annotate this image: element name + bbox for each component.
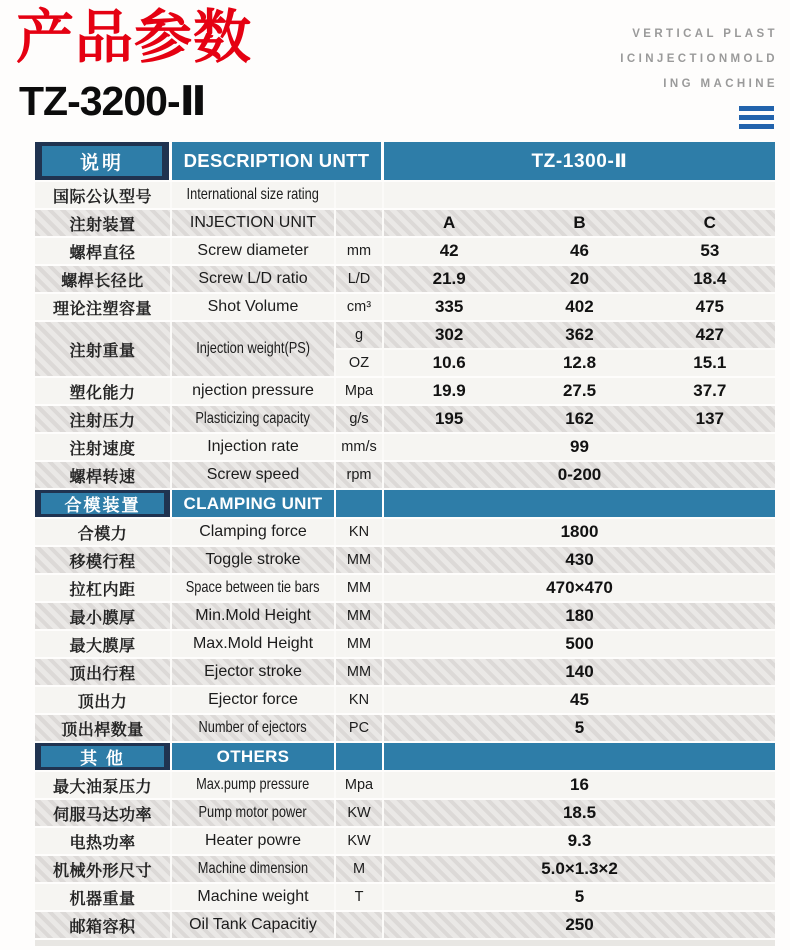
- value-cell: 137: [695, 409, 724, 428]
- value-cell: 5: [574, 887, 585, 906]
- row-values: [384, 322, 775, 348]
- row-label-cn: 最大膜厚: [35, 631, 172, 657]
- row-label-en: [172, 406, 336, 432]
- value-cell: 99: [570, 437, 589, 456]
- row-values: [384, 462, 775, 488]
- section-cell-values: [384, 743, 775, 770]
- row-unit: PC: [336, 715, 384, 741]
- table-row: [35, 266, 775, 292]
- section-cell-unit: [336, 490, 384, 517]
- table-row: [35, 631, 775, 657]
- value-cell: 27.5: [562, 381, 597, 400]
- menu-icon: [620, 106, 774, 129]
- row-label-en: [172, 631, 336, 657]
- row-label-en-text: Pump motor power: [198, 804, 308, 821]
- table-header-row: [35, 142, 775, 180]
- row-label-en-text: Machine dimension: [197, 860, 309, 877]
- row-unit: MM: [336, 631, 384, 657]
- value-cell: 12.8: [562, 353, 597, 372]
- row-values: [384, 266, 775, 292]
- row-unit: [336, 912, 384, 938]
- row-unit: MM: [336, 547, 384, 573]
- row-values: [384, 182, 775, 208]
- table-row: [35, 603, 775, 629]
- brand-line: ICINJECTIONMOLD: [620, 53, 778, 65]
- row-label-en-text: Space between tie bars: [186, 579, 320, 596]
- row-values: [384, 856, 775, 882]
- table-row: [35, 884, 775, 910]
- table-section-row: [35, 743, 775, 770]
- table-row: [35, 519, 775, 545]
- row-label-cn: 注射压力: [35, 406, 172, 432]
- row-values: [384, 659, 775, 685]
- value-cell: B: [573, 213, 586, 232]
- table-row: [35, 238, 775, 264]
- row-label-en: [172, 659, 336, 685]
- row-label-cn: 螺桿转速: [35, 462, 172, 488]
- table-row: [35, 912, 775, 938]
- row-unit: mm: [336, 238, 384, 264]
- row-label-en-text: Oil Tank Capacitiy: [189, 916, 317, 933]
- table-row: [35, 378, 775, 404]
- row-values: [384, 378, 775, 404]
- row-label-en-text: Injection rate: [207, 438, 299, 455]
- value-cell: 16: [570, 775, 589, 794]
- row-label-en: [172, 884, 336, 910]
- row-label-en: [172, 519, 336, 545]
- table-row: [35, 210, 775, 236]
- value-cell: 53: [700, 241, 720, 260]
- row-values: [384, 210, 775, 236]
- table-row: [35, 659, 775, 685]
- row-label-cn: 国际公认型号: [35, 182, 172, 208]
- row-label-cn: 邮箱容积: [35, 912, 172, 938]
- row-label-cn: 顶出力: [35, 687, 172, 713]
- value-cell: 335: [434, 297, 464, 316]
- row-values: [384, 519, 775, 545]
- row-unit: OZ: [336, 350, 384, 376]
- row-label-en-text: INJECTION UNIT: [189, 214, 317, 231]
- value-cell: C: [703, 213, 716, 232]
- value-cell: 15.1: [693, 353, 727, 372]
- row-values: [384, 884, 775, 910]
- value-cell: 9.3: [567, 831, 592, 850]
- value-cell: 475: [695, 297, 724, 316]
- row-unit: mm/s: [336, 434, 384, 460]
- row-label-cn: 螺桿长径比: [35, 266, 172, 292]
- value-cell: 5: [574, 718, 585, 737]
- table-row: [35, 406, 775, 432]
- row-label-en-text: Max.pump pressure: [196, 776, 310, 793]
- row-label-en: [172, 715, 336, 741]
- row-label-en-text: Ejector stroke: [204, 663, 302, 680]
- table-row: [35, 800, 775, 826]
- table-row: [35, 462, 775, 488]
- row-label-cn: 注射速度: [35, 434, 172, 460]
- table-row: [35, 715, 775, 741]
- row-label-cn: 顶出行程: [35, 659, 172, 685]
- table-row: [35, 182, 775, 208]
- row-label-en: [172, 378, 336, 404]
- value-cell: 0-200: [557, 465, 602, 484]
- row-label-en-text: Clamping force: [199, 523, 307, 540]
- row-label-en-text: Screw diameter: [197, 242, 309, 259]
- row-unit: M: [336, 856, 384, 882]
- row-unit: KW: [336, 800, 384, 826]
- section-cell-values: [384, 490, 775, 517]
- value-cell: 180: [565, 606, 594, 625]
- row-unit: KW: [336, 828, 384, 854]
- row-unit: MM: [336, 575, 384, 601]
- table-row: [35, 322, 775, 376]
- row-unit: [336, 210, 384, 236]
- value-cell: 19.9: [432, 381, 466, 400]
- row-label-cn: 机器重量: [35, 884, 172, 910]
- value-cell: 500: [565, 634, 594, 653]
- row-unit: L/D: [336, 266, 384, 292]
- sub-rows: [336, 322, 775, 376]
- table-row: [35, 828, 775, 854]
- row-label-cn: 机械外形尺寸: [35, 856, 172, 882]
- section-cell-en: CLAMPING UNIT: [172, 490, 336, 517]
- row-values: [384, 772, 775, 798]
- row-label-en: [172, 462, 336, 488]
- table-row: [35, 856, 775, 882]
- row-label-en-text: Max.Mold Height: [192, 635, 314, 652]
- row-unit: Mpa: [336, 378, 384, 404]
- sub-row: [336, 350, 775, 376]
- row-values: [384, 547, 775, 573]
- row-label-en-text: njection pressure: [192, 382, 314, 399]
- table-row: [35, 434, 775, 460]
- section-cell-cn: [35, 743, 172, 770]
- value-cell: 20: [570, 269, 589, 288]
- row-label-en: [172, 828, 336, 854]
- row-label-en: [172, 575, 336, 601]
- row-values: [384, 828, 775, 854]
- value-cell: 362: [565, 325, 594, 344]
- row-label-cn: 移模行程: [35, 547, 172, 573]
- value-cell: 195: [434, 409, 464, 428]
- brand-line: VERTICAL PLAST: [632, 28, 778, 40]
- value-cell: 430: [565, 550, 594, 569]
- value-cell: 402: [565, 297, 594, 316]
- page-title: 产品参数: [16, 5, 253, 70]
- row-label-cn: 电热功率: [35, 828, 172, 854]
- row-unit: g/s: [336, 406, 384, 432]
- row-unit: MM: [336, 659, 384, 685]
- header-cn-label: 说明: [42, 146, 162, 176]
- header-cell-cn: [35, 142, 172, 180]
- row-values: [384, 238, 775, 264]
- row-label-en: [172, 547, 336, 573]
- row-label-cn: 顶出桿数量: [35, 715, 172, 741]
- value-cell: 427: [695, 325, 724, 344]
- row-label-en: [172, 182, 336, 208]
- sub-row: [336, 322, 775, 350]
- table-row: [35, 772, 775, 798]
- row-label-en-text: International size rating: [186, 186, 320, 203]
- row-label-en-text: Min.Mold Height: [195, 607, 311, 624]
- value-cell: 5.0×1.3×2: [541, 859, 618, 878]
- row-label-en: [172, 800, 336, 826]
- brand-block: [620, 22, 778, 129]
- row-label-en: [172, 687, 336, 713]
- row-unit: cm³: [336, 294, 384, 320]
- value-cell: 18.5: [562, 803, 597, 822]
- header-cell-model: TZ-1300-Ⅱ: [384, 142, 775, 180]
- value-cell: 250: [565, 915, 594, 934]
- row-values: [384, 715, 775, 741]
- row-unit: KN: [336, 519, 384, 545]
- header-cell-description: DESCRIPTION UNTT: [172, 142, 384, 180]
- row-values: [384, 294, 775, 320]
- row-label-cn: 最小膜厚: [35, 603, 172, 629]
- row-values: [384, 687, 775, 713]
- section-cell-unit: [336, 743, 384, 770]
- value-cell: 45: [570, 690, 589, 709]
- table-row: [35, 547, 775, 573]
- value-cell: A: [443, 213, 456, 232]
- value-cell: 10.6: [432, 353, 466, 372]
- table-bottom-strip: [35, 940, 775, 946]
- row-label-en: [172, 210, 336, 236]
- value-cell: 46: [570, 241, 589, 260]
- row-label-en: [172, 603, 336, 629]
- row-unit: T: [336, 884, 384, 910]
- row-label-cn: 螺桿直径: [35, 238, 172, 264]
- row-unit: MM: [336, 603, 384, 629]
- row-label-en-text: Ejector force: [208, 691, 298, 708]
- row-label-en: [172, 322, 336, 376]
- row-values: [384, 350, 775, 376]
- row-label-en: [172, 856, 336, 882]
- row-label-en-text: Screw speed: [206, 466, 300, 483]
- model-title: TZ-3200-Ⅱ: [19, 78, 206, 124]
- section-cell-cn: [35, 490, 172, 517]
- row-label-cn: 塑化能力: [35, 378, 172, 404]
- section-cn-label: 合模装置: [41, 493, 164, 514]
- row-label-en-text: Number of ejectors: [198, 719, 308, 736]
- row-label-en-text: Toggle stroke: [205, 551, 301, 568]
- row-label-cn: 合模力: [35, 519, 172, 545]
- row-values: [384, 406, 775, 432]
- row-label-en-text: Machine weight: [197, 888, 309, 905]
- row-label-en: [172, 294, 336, 320]
- row-label-cn: 最大油泵压力: [35, 772, 172, 798]
- row-label-en: [172, 912, 336, 938]
- section-cell-en: OTHERS: [172, 743, 336, 770]
- row-values: [384, 912, 775, 938]
- row-label-cn: 拉杠内距: [35, 575, 172, 601]
- row-values: [384, 800, 775, 826]
- row-label-en: [172, 238, 336, 264]
- table-section-row: [35, 490, 775, 517]
- value-cell: 37.7: [693, 381, 727, 400]
- row-values: [384, 434, 775, 460]
- row-unit: Mpa: [336, 772, 384, 798]
- value-cell: 302: [434, 325, 464, 344]
- row-label-en-text: Screw L/D ratio: [198, 270, 308, 287]
- row-label-en-text: Shot Volume: [207, 298, 299, 315]
- table-row: [35, 575, 775, 601]
- table-row: [35, 687, 775, 713]
- row-label-cn: 理论注塑容量: [35, 294, 172, 320]
- row-label-cn: 伺服马达功率: [35, 800, 172, 826]
- row-label-en-text: Heater powre: [204, 832, 302, 849]
- value-cell: 18.4: [693, 269, 727, 288]
- row-unit: [336, 182, 384, 208]
- table-row: [35, 294, 775, 320]
- row-unit: KN: [336, 687, 384, 713]
- value-cell: 140: [565, 662, 594, 681]
- spec-table: [35, 142, 775, 938]
- value-cell: 162: [565, 409, 594, 428]
- row-label-cn: 注射重量: [35, 322, 172, 376]
- row-label-en: [172, 266, 336, 292]
- row-label-en: [172, 772, 336, 798]
- row-values: [384, 631, 775, 657]
- value-cell: 1800: [560, 522, 599, 541]
- brand-line: ING MACHINE: [663, 78, 778, 90]
- row-unit: rpm: [336, 462, 384, 488]
- section-cn-label: 其 他: [41, 746, 164, 767]
- row-values: [384, 575, 775, 601]
- row-values: [384, 603, 775, 629]
- row-unit: g: [336, 322, 384, 348]
- row-label-en: [172, 434, 336, 460]
- page-header: [0, 0, 790, 142]
- row-label-cn: 注射装置: [35, 210, 172, 236]
- value-cell: 21.9: [432, 269, 466, 288]
- value-cell: 42: [439, 241, 459, 260]
- row-label-en-text: Plasticizing capacity: [195, 410, 311, 427]
- row-label-en-text: Injection weight(PS): [196, 340, 310, 357]
- value-cell: 470×470: [546, 578, 613, 597]
